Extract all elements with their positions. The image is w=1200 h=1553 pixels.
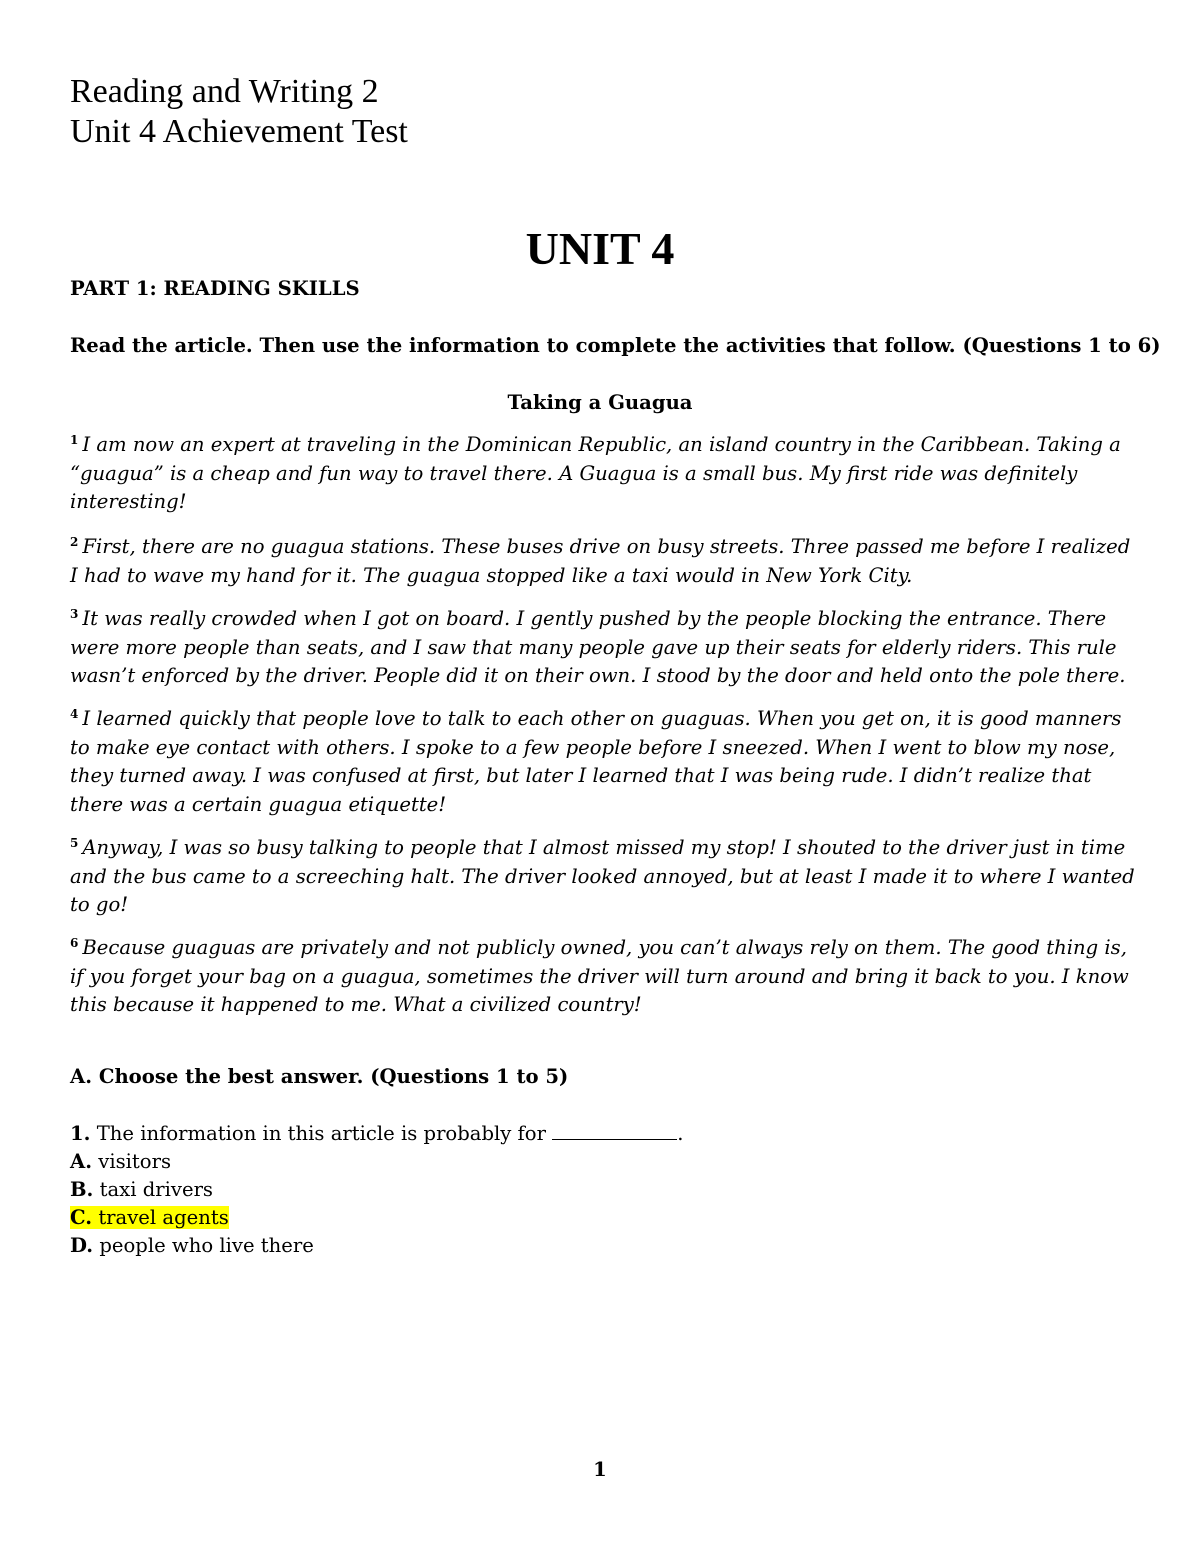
article-paragraph-5 (70, 834, 1135, 920)
paragraph-number: 2 (70, 535, 79, 549)
paragraph-text: Anyway, I was so busy talking to people that I almost missed my stop! I shouted to the driver just in time and the bus came to a screeching halt. The driver looked annoyed, but at least I made it to where I wanted to go! (70, 836, 1135, 916)
paragraph-number: 4 (70, 707, 79, 721)
option-text: people who live there (99, 1234, 314, 1257)
article-paragraph-3 (70, 605, 1135, 691)
part-heading: PART 1: READING SKILLS (70, 277, 360, 300)
article-paragraph-1 (70, 431, 1135, 517)
article-paragraph-4 (70, 705, 1135, 819)
paragraph-number: 3 (70, 607, 79, 621)
question-1 (70, 1120, 683, 1149)
paragraph-text: I learned quickly that people love to talk to each other on guaguas. When you get on, it is good manners to make eye contact with others. I spoke to a few people before I sneezed. When I went to blow my nose, they turned away. I was confused at first, but later I learned that I was being rude. I didn’t realize that there was a certain guagua etiquette! (70, 707, 1122, 816)
test-title: Unit 4 Achievement Test (70, 113, 408, 150)
paragraph-number: 5 (70, 836, 79, 850)
option-letter: A. (70, 1150, 93, 1173)
article-title: Taking a Guagua (507, 391, 693, 414)
option-b (70, 1176, 213, 1205)
unit-heading: UNIT 4 (525, 223, 675, 274)
page-number: 1 (593, 1458, 607, 1481)
course-title: Reading and Writing 2 (70, 73, 379, 110)
paragraph-text: First, there are no guagua stations. These buses drive on busy streets. Three passed me before I realized I had to wave my hand for it. The guagua stopped like a taxi would in New York City. (70, 535, 1131, 587)
option-a (70, 1148, 171, 1177)
paragraph-number: 6 (70, 936, 79, 950)
paragraph-text: I am now an expert at traveling in the Dominican Republic, an island country in the Caribbean. Taking a “guagua” is a cheap and fun way to travel there. A Guagua is a small bus. My first ride was definitely interesting! (70, 433, 1121, 513)
paragraph-number: 1 (70, 433, 79, 447)
option-text: taxi drivers (99, 1178, 213, 1201)
question-end: . (677, 1122, 684, 1145)
option-text: travel agents (98, 1206, 229, 1229)
question-number: 1. (70, 1122, 91, 1145)
question-text: The information in this article is probably for (96, 1122, 546, 1145)
answer-blank (552, 1121, 677, 1140)
option-letter: B. (70, 1178, 94, 1201)
article-paragraph-6 (70, 934, 1135, 1020)
option-c (70, 1204, 229, 1233)
paragraph-text: It was really crowded when I got on board. I gently pushed by the people blocking the entrance. There were more people than seats, and I saw that many people gave up their seats for elderly riders. This rule wasn’t enforced by the driver. People did it on their own. I stood by the door and held onto the pole there. (70, 607, 1126, 687)
section-a-heading: A. Choose the best answer. (Questions 1 to 5) (70, 1065, 569, 1088)
article-paragraph-2 (70, 533, 1135, 590)
instructions: Read the article. Then use the information to complete the activities that follow. (Questions 1 to 6) (70, 334, 1161, 357)
option-highlight (70, 1206, 229, 1229)
option-text: visitors (98, 1150, 172, 1173)
option-letter: C. (70, 1206, 93, 1229)
option-letter: D. (70, 1234, 94, 1257)
paragraph-text: Because guaguas are privately and not publicly owned, you can’t always rely on them. The good thing is, if you forget your bag on a guagua, sometimes the driver will turn around and bring it back to you. I know this because it happened to me. What a civilized country! (70, 936, 1129, 1016)
option-d (70, 1232, 314, 1261)
